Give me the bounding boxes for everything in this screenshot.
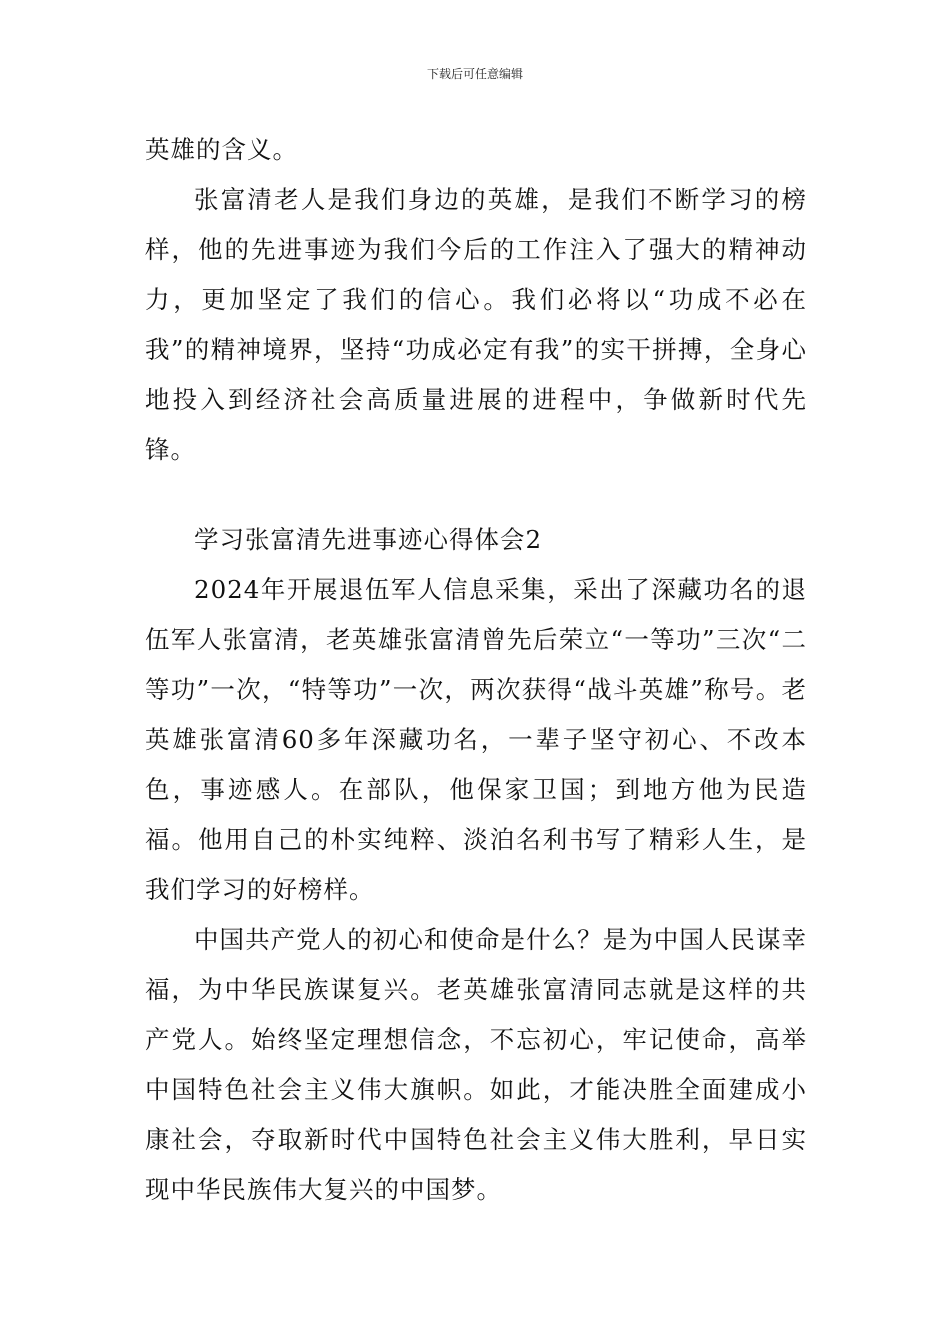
paragraph: 中国共产党人的初心和使命是什么？是为中国人民谋幸福，为中华民族谋复兴。老英雄张富清同志就是这样的共产党人。始终坚定理想信念，不忘初心，牢记使命，高举中国特色社会主义伟大旗帜。如此，才能决胜全面建成小康社会，夺取新时代中国特色社会主义伟大胜利，早日实现中华民族伟大复兴的中国梦。 (145, 925, 807, 1204)
paragraph: 2024年开展退伍军人信息采集，采出了深藏功名的退伍军人张富清，老英雄张富清曾先后荣立“一等功”三次“二等功”一次，“特等功”一次，两次获得“战斗英雄”称号。老英雄张富清60多年深藏功名，一辈子坚守初心、不改本色，事迹感人。在部队，他保家卫国；到地方他为民造福。他用自己的朴实纯粹、淡泊名利书写了精彩人生，是我们学习的好榜样。 (145, 575, 807, 904)
paragraph-continuation: 英雄的含义。 (145, 135, 298, 164)
document-body (145, 125, 807, 1215)
paragraph: 张富清老人是我们身边的英雄，是我们不断学习的榜样，他的先进事迹为我们今后的工作注入了强大的精神动力，更加坚定了我们的信心。我们必将以“功成不必在我”的精神境界，坚持“功成必定有我”的实干拼搏，全身心地投入到经济社会高质量进展的进程中，争做新时代先锋。 (145, 185, 807, 464)
section-heading: 学习张富清先进事迹心得体会2 (194, 525, 543, 554)
page-header: 下载后可任意编辑 (426, 67, 523, 81)
